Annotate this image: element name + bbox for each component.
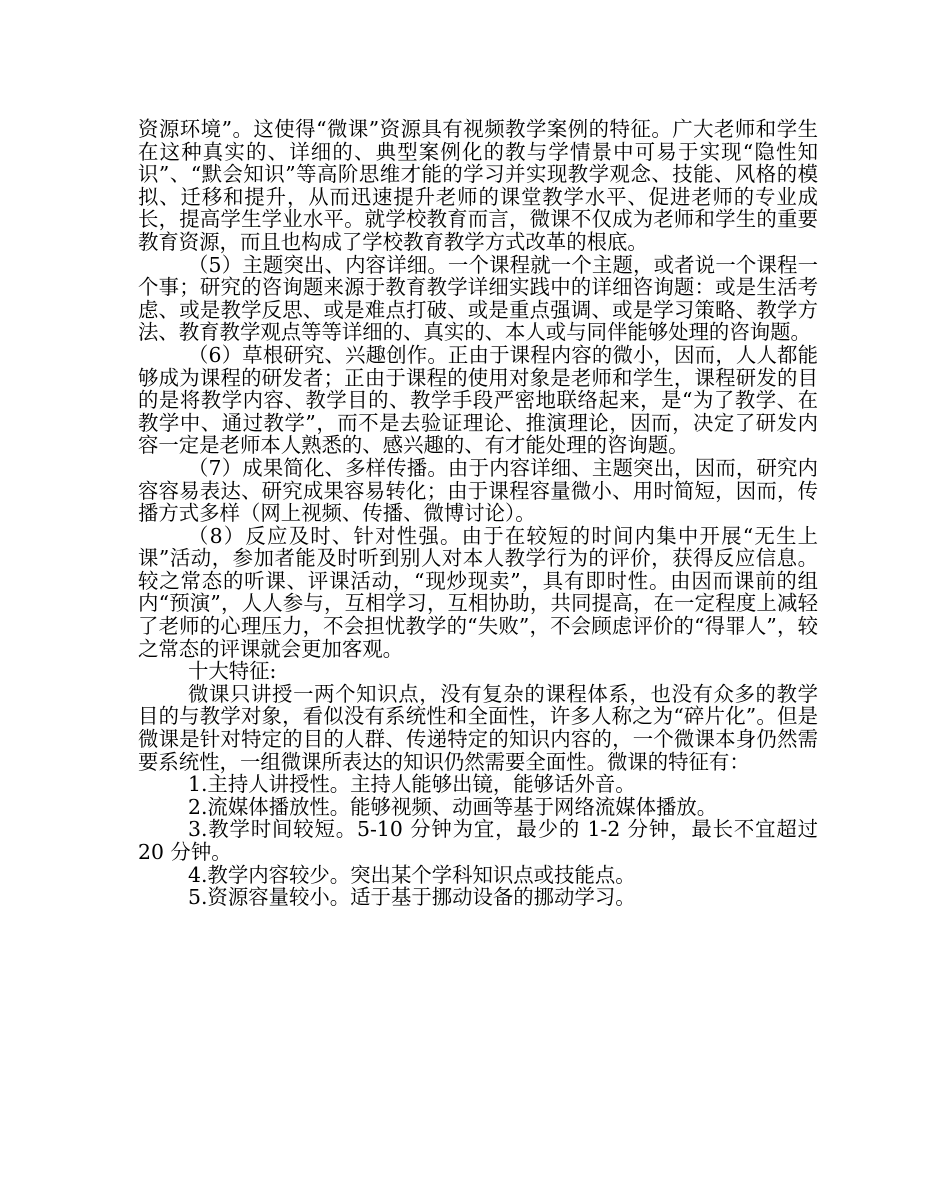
list-item-3: 3.教学时间较短。5-10 分钟为宜，最少的 1-2 分钟，最长不宜超过 20 分钟。 [138, 817, 818, 864]
list-item-1: 1.主持人讲授性。主持人能够出镜，能够话外音。 [187, 772, 636, 797]
section-heading: 十大特征: [187, 659, 277, 684]
paragraph-2: （5）主题突出、内容详细。一个课程就一个主题，或者说一个课程一个事；研究的咨询题来源于教育教学详细实践中的详细咨询题：或是生活考虑、或是教学反思、或是难点打破、或是重点强调、或是学习策略、教学方法、教育教学观点等等详细的、真实的、本人或与同伴能够处理的咨询题。 [138, 252, 818, 345]
list-item-2: 2.流媒体播放性。能够视频、动画等基于网络流媒体播放。 [187, 794, 718, 819]
paragraph-4: （7）成果简化、多样传播。由于内容详细、主题突出，因而，研究内容容易表达、研究成果容易转化；由于课程容量微小、用时简短，因而，传播方式多样（网上视频、传播、微博讨论）。 [138, 455, 818, 526]
list-item-4: 4.教学内容较少。突出某个学科知识点或技能点。 [187, 862, 636, 887]
paragraph-6: 微课只讲授一两个知识点，没有复杂的课程体系，也没有众多的教学目的与教学对象，看似没有系统性和全面性，许多人称之为“碎片化”。但是微课是针对特定的目的人群、传递特定的知识内容的，一个微课本身仍然需要系统性，一组微课所表达的知识仍然需要全面性。微课的特征有： [138, 681, 818, 774]
paragraph-3: （6）草根研究、兴趣创作。正由于课程内容的微小，因而，人人都能够成为课程的研发者；正由于课程的使用对象是老师和学生，课程研发的目的是将教学内容、教学目的、教学手段严密地联络起来，是“为了教学、在教学中、通过教学”，而不是去验证理论、推演理论，因而，决定了研发内容一定是老师本人熟悉的、感兴趣的、有才能处理的咨询题。 [138, 342, 818, 458]
list-item-5: 5.资源容量较小。适于基于挪动设备的挪动学习。 [187, 885, 636, 910]
document-page [138, 118, 818, 909]
paragraph-5: （8）反应及时、针对性强。由于在较短的时间内集中开展“无生上课”活动，参加者能及时听到别人对本人教学行为的评价，获得反应信息。较之常态的听课、评课活动，“现炒现卖”，具有即时性。由因而课前的组内“预演”，人人参与，互相学习，互相协助，共同提高，在一定程度上减轻了老师的心理压力，不会担忧教学的“失败”，不会顾虑评价的“得罪人”，较之常态的评课就会更加客观。 [138, 523, 818, 661]
paragraph-1: 资源环境”。这使得“微课”资源具有视频教学案例的特征。广大老师和学生在这种真实的、详细的、典型案例化的教与学情景中可易于实现“隐性知识”、“默会知识”等高阶思维才能的学习并实现教学观念、技能、风格的模拟、迁移和提升，从而迅速提升老师的课堂教学水平、促进老师的专业成长，提高学生学业水平。就学校教育而言，微课不仅成为老师和学生的重要教育资源，而且也构成了学校教育教学方式改革的根底。 [138, 117, 818, 254]
